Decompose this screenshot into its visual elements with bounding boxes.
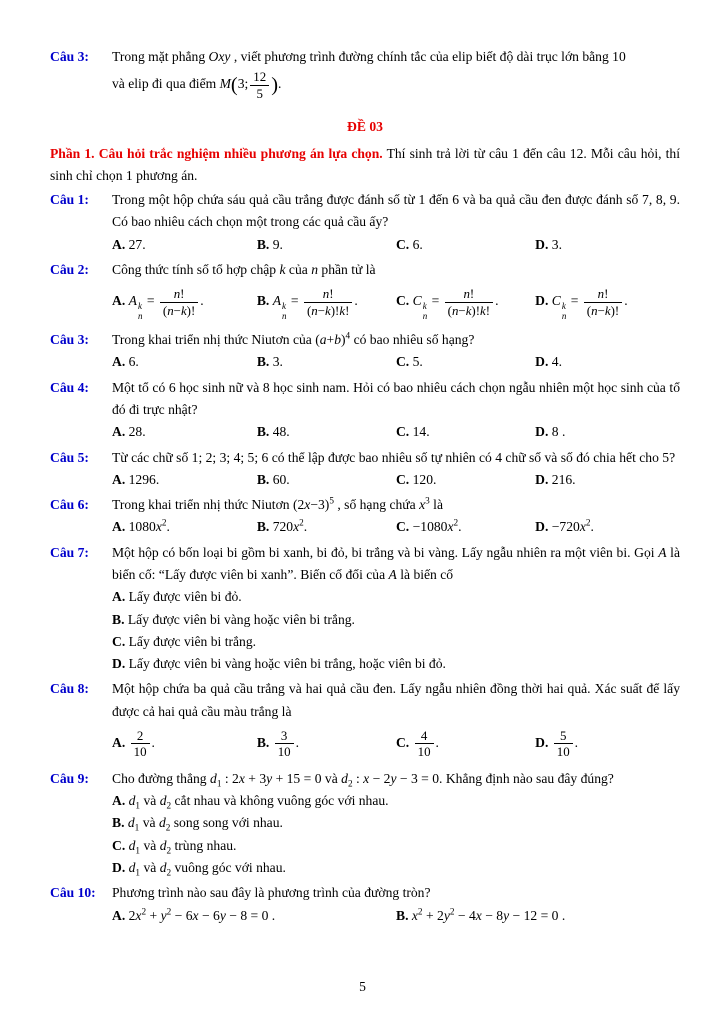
option-letter: A. [112, 354, 126, 370]
question-body [112, 259, 680, 326]
question-9 [50, 768, 680, 879]
text-segment: là biến cố [396, 566, 454, 582]
q10-option-b [396, 905, 680, 927]
question-10 [50, 882, 680, 927]
question-text [112, 542, 680, 587]
option-letter: C. [395, 735, 410, 751]
q4-option-b [257, 421, 396, 443]
math-segment: $(a+b)^4$ [315, 330, 351, 348]
part1-heading: Phần 1. Câu hỏi trắc nghiệm nhiều phương án lựa chọn. [50, 145, 383, 161]
option-formula: $\frac{2}{10}$ . [129, 735, 155, 750]
math-segment: A [388, 566, 397, 582]
option-letter: C. [395, 236, 410, 252]
q8-options [112, 727, 680, 761]
option-value: 9. [272, 236, 283, 252]
option-value: Lấy được viên bi trắng. [128, 633, 257, 649]
q5-options [112, 469, 680, 491]
math-segment: $d_2$ [159, 793, 172, 811]
text-segment: , viết phương trình đường chính tắc của elip biết độ dài trục lớn bằng 10 [230, 49, 626, 64]
question-label: Câu 6: [50, 497, 89, 513]
question-text [112, 494, 680, 516]
option-value: song song với nhau. [170, 815, 283, 831]
q9-option-c [112, 835, 680, 857]
q8-option-b [257, 727, 396, 761]
question-text [112, 329, 680, 351]
q6-options [112, 516, 680, 538]
option-letter: A. [112, 793, 126, 809]
q7-option-d [112, 653, 680, 675]
q5-option-b [257, 469, 396, 491]
text-segment: và [140, 837, 160, 853]
q3-option-d [535, 351, 680, 373]
q8-option-a [112, 727, 257, 761]
question-label: Câu 4: [50, 379, 89, 395]
option-letter: C. [395, 519, 410, 535]
question-label: Câu 9: [50, 770, 89, 786]
part1-paragraph [50, 143, 680, 188]
text-segment: có bao nhiêu số hạng? [350, 332, 475, 348]
q3-option-c [396, 351, 535, 373]
option-letter: B. [256, 424, 270, 440]
text-segment: phần tử là [318, 261, 376, 277]
option-value: Lấy được viên bi vàng hoặc viên bi trắng, hoặc viên bi đỏ. [128, 656, 446, 672]
q1-options [112, 234, 680, 256]
text-segment: và [140, 793, 160, 809]
option-formula: $\frac{3}{10}$ . [273, 735, 299, 750]
text-segment: là [429, 497, 443, 513]
math-segment: $(2x-3)^5$ [292, 495, 334, 513]
q4-option-a [112, 421, 257, 443]
option-formula: C k n = $\frac{n!}{(n-k)!}$ . [551, 286, 628, 322]
option-letter: A. [112, 471, 126, 487]
math-segment: $d_1$ [128, 860, 141, 878]
text-segment: và [140, 860, 160, 876]
question-body [112, 46, 680, 102]
question-text: Một tổ có 6 học sinh nữ và 8 học sinh nam. Hỏi có bao nhiêu cách chọn ngẫu nhiên một học sinh của tổ đó đi trực nhật? [112, 379, 680, 417]
question-8 [50, 678, 680, 765]
option-letter: C. [395, 471, 410, 487]
option-value: vuông góc với nhau. [171, 860, 286, 876]
question-body [112, 329, 680, 374]
option-value: 3. [551, 236, 562, 252]
option-formula: C k n = $\frac{n!}{(n-k)!k!}$ . [412, 286, 499, 322]
option-letter: B. [256, 354, 270, 370]
text-segment: và [139, 815, 159, 831]
math-segment: k [279, 261, 286, 277]
q3-option-b [257, 351, 396, 373]
text-segment: Trong khai triển nhị thức Niutơn [112, 497, 293, 513]
question-body [112, 542, 680, 676]
math-segment: $d_1$ [127, 815, 140, 834]
question-2 [50, 259, 680, 326]
option-value: 4. [551, 354, 562, 370]
option-formula: $\frac{4}{10}$ . [413, 735, 439, 750]
option-formula: $720x^2$. [272, 517, 308, 535]
option-formula: $1080x^2$. [128, 517, 170, 535]
option-letter: D. [535, 471, 549, 487]
question-label: Câu 5: [50, 449, 89, 465]
option-value: 8 . [551, 424, 566, 440]
question-body [112, 447, 680, 492]
option-value: trùng nhau. [171, 837, 237, 853]
option-letter: A. [112, 907, 126, 923]
option-letter: D. [535, 354, 549, 370]
text-segment: , số hạng chứa [333, 497, 420, 513]
q9-option-a [112, 790, 680, 812]
q10-options [112, 905, 680, 927]
option-value: 27. [128, 236, 146, 252]
option-letter: A. [112, 519, 126, 535]
option-letter: D. [535, 735, 549, 751]
q1-option-b [257, 234, 396, 256]
q3-options [112, 351, 680, 373]
q9-option-d [112, 857, 680, 879]
option-value: 60. [272, 471, 290, 487]
math-segment: $d_2$ : x − 2y − 3 = 0 [341, 770, 440, 789]
question-text: Trong một hộp chứa sáu quả cầu trắng được đánh số từ 1 đến 6 và ba quả cầu đen được đánh số 7, 8, 9. Có bao nhiêu cách chọn một trong các quả cầu ấy? [112, 192, 680, 230]
option-letter: C. [112, 837, 126, 853]
question-6 [50, 494, 680, 539]
question-1 [50, 189, 680, 256]
math-segment: $d_2$ [158, 815, 171, 834]
text-segment: là biến cố: “Lấy được viên bi xanh”. Biến cố đối của [112, 544, 680, 582]
option-value: 5. [412, 354, 423, 370]
question-label: Câu 8: [50, 681, 89, 697]
q7-option-b [112, 609, 680, 631]
math-segment: Oxy [208, 49, 231, 64]
option-formula: A k n = $\frac{n!}{(n-k)!k!}$ . [272, 286, 358, 322]
q8-option-d [535, 727, 680, 761]
q2-option-b [257, 285, 396, 322]
option-letter: B. [256, 735, 270, 751]
text-segment: . Khẳng định nào sau đây đúng? [439, 770, 614, 786]
option-value: 6. [128, 354, 139, 370]
question-label: Câu 3: [50, 49, 89, 64]
q6-option-d [535, 516, 680, 538]
math-segment: A [658, 544, 667, 560]
option-value: 216. [551, 471, 576, 487]
q5-option-c [396, 469, 535, 491]
q1-option-a [112, 234, 257, 256]
text-segment: Trong khai triển nhị thức Niutơn của [112, 332, 316, 348]
option-formula: $-720x^2$. [551, 517, 594, 535]
question-label: Câu 10: [50, 885, 96, 901]
q8-option-c [396, 727, 535, 761]
question-body [112, 768, 680, 879]
q9-option-b [112, 812, 680, 834]
option-value: Lấy được viên bi đỏ. [128, 589, 242, 605]
q7-option-a [112, 586, 680, 608]
option-formula: $\frac{5}{10}$ . [552, 735, 578, 750]
option-value: Lấy được viên bi vàng hoặc viên bi trắng. [127, 611, 355, 627]
text-segment: và elip đi qua điểm [112, 76, 220, 92]
q1-option-c [396, 234, 535, 256]
q7-option-c [112, 631, 680, 653]
option-value: cắt nhau và không vuông góc với nhau. [171, 793, 389, 809]
text-segment: Một hộp có bốn loại bi gồm bi xanh, bi đỏ, bi trắng và bi vàng. Lấy ngẫu nhiên ra một viên bi. Gọi [112, 544, 659, 560]
option-letter: D. [535, 236, 549, 252]
q2-option-d [535, 285, 680, 322]
option-letter: A. [112, 589, 126, 605]
page-number: 5 [359, 978, 366, 994]
math-segment: n [311, 261, 318, 277]
math-segment: $x^3$ [419, 495, 430, 513]
option-letter: B. [256, 293, 270, 309]
q6-option-a [112, 516, 257, 538]
option-value: 14. [412, 424, 430, 440]
option-value: 48. [272, 424, 290, 440]
question-7 [50, 542, 680, 676]
intro-question [50, 46, 680, 102]
question-text: Phương trình nào sau đây là phương trình của đường tròn? [112, 885, 431, 901]
option-letter: A. [112, 293, 126, 309]
option-formula: $2x^2 + y^2 - 6x - 6y - 8 = 0$ . [128, 906, 276, 923]
question-text [112, 46, 680, 68]
option-letter: B. [396, 907, 409, 923]
question-label: Câu 7: [50, 544, 89, 560]
option-letter: A. [112, 424, 126, 440]
option-letter: A. [112, 236, 126, 252]
option-letter: A. [112, 735, 126, 751]
option-letter: B. [256, 471, 270, 487]
option-value: 120. [412, 471, 437, 487]
question-body [112, 678, 680, 765]
math-segment: M(3; $\frac{12}{5}$ ) [219, 69, 278, 101]
option-letter: B. [112, 815, 125, 831]
option-letter: B. [256, 519, 270, 535]
question-label: Câu 2: [50, 261, 89, 277]
option-value: 1296. [128, 471, 160, 487]
option-letter: C. [395, 354, 410, 370]
option-value: 28. [128, 424, 146, 440]
question-label: Câu 1: [50, 192, 89, 208]
text-segment: . [278, 76, 282, 92]
math-segment: $d_1$ [128, 837, 141, 856]
question-body [112, 377, 680, 444]
option-formula: $-1080x^2$. [412, 517, 462, 535]
option-letter: C. [395, 293, 410, 309]
question-5 [50, 447, 680, 492]
question-text [112, 768, 680, 790]
option-letter: C. [112, 633, 126, 649]
text-segment: của [285, 261, 312, 277]
math-segment: $d_2$ [159, 860, 172, 878]
option-letter: D. [535, 519, 549, 535]
option-letter: D. [535, 293, 549, 309]
q4-options [112, 421, 680, 443]
q4-option-c [396, 421, 535, 443]
option-letter: D. [112, 860, 126, 876]
q2-option-a [112, 285, 257, 322]
option-letter: C. [395, 424, 410, 440]
option-letter: B. [256, 236, 270, 252]
question-text [112, 259, 680, 281]
question-text: Một hộp chứa ba quả cầu trắng và hai quả cầu đen. Lấy ngẫu nhiên đồng thời hai quả. Xác suất để lấy được cả hai quả cầu màu trắng là [112, 681, 680, 719]
part1-instructions: Thí sinh trả lời từ câu 1 đến câu 12. Mỗi câu hỏi, thí sinh chỉ chọn 1 phương án. [50, 145, 680, 183]
option-value: 6. [412, 236, 423, 252]
q2-option-c [396, 285, 535, 322]
text-segment: Công thức tính số tổ hợp chập [112, 261, 280, 277]
q6-option-c [396, 516, 535, 538]
math-segment: $d_2$ [159, 837, 172, 856]
question-4 [50, 377, 680, 444]
question-label: Câu 3: [50, 332, 89, 348]
q4-option-d [535, 421, 680, 443]
exam-title: ĐỀ 03 [347, 119, 383, 135]
q6-option-b [257, 516, 396, 538]
q2-options [112, 285, 680, 322]
text-segment: và [321, 770, 342, 786]
question-text-line2 [112, 68, 680, 102]
q10-option-a [112, 905, 396, 927]
option-value: 3. [272, 354, 283, 370]
option-letter: D. [112, 656, 126, 672]
option-letter: B. [112, 611, 125, 627]
option-letter: D. [535, 424, 549, 440]
math-segment: $d_1$ [128, 793, 141, 811]
text-segment: Cho đường thẳng [112, 770, 211, 786]
option-formula: $x^2 + 2y^2 - 4x - 8y - 12 = 0$ . [411, 906, 566, 923]
question-body [112, 882, 680, 927]
question-text: Từ các chữ số 1; 2; 3; 4; 5; 6 có thể lập được bao nhiêu số tự nhiên có 4 chữ số và số đó chia hết cho 5? [112, 449, 676, 465]
q5-option-a [112, 469, 257, 491]
math-segment: $d_1$ : 2x + 3y + 15 = 0 [210, 770, 322, 789]
q5-option-d [535, 469, 680, 491]
question-3 [50, 329, 680, 374]
q3-option-a [112, 351, 257, 373]
question-body [112, 189, 680, 256]
text-segment: Trong mặt phẳng [112, 49, 209, 64]
q1-option-d [535, 234, 680, 256]
question-body [112, 494, 680, 539]
option-formula: A k n = $\frac{n!}{(n-k)!}$ . [128, 286, 204, 322]
